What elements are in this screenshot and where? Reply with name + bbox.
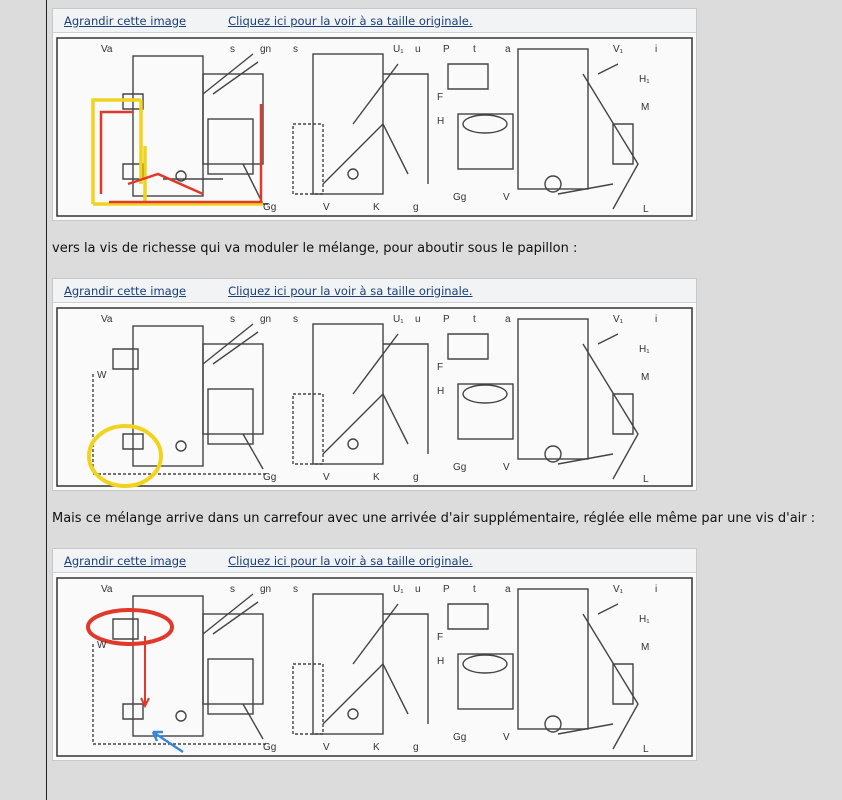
image-block-2 xyxy=(52,278,697,491)
carburetor-diagram[interactable] xyxy=(53,573,696,760)
svg-text:V: V xyxy=(323,742,330,753)
image-link-bar xyxy=(53,549,696,573)
svg-text:Gg: Gg xyxy=(263,472,277,483)
svg-text:s: s xyxy=(293,314,298,325)
svg-text:s: s xyxy=(293,44,298,55)
svg-text:K: K xyxy=(373,742,380,753)
svg-text:gn: gn xyxy=(260,44,272,55)
svg-text:V₁: V₁ xyxy=(613,584,624,595)
carburetor-section-right xyxy=(448,319,638,479)
svg-text:V₁: V₁ xyxy=(613,314,624,325)
carburetor-section-left xyxy=(93,324,268,474)
svg-text:Va: Va xyxy=(101,584,113,595)
svg-text:V₁: V₁ xyxy=(613,44,624,55)
carburetor-section-middle xyxy=(293,594,428,734)
svg-text:H₁: H₁ xyxy=(639,74,650,85)
svg-text:a: a xyxy=(505,314,511,325)
diagram-frame xyxy=(57,308,692,486)
carburetor-section-right xyxy=(448,589,638,749)
enlarge-image-link[interactable]: Agrandir cette image xyxy=(64,13,187,28)
blue-air-arrow xyxy=(153,732,183,752)
image-link-bar xyxy=(53,9,696,33)
svg-text:V: V xyxy=(503,462,510,473)
paragraph-2: Mais ce mélange arrive dans un carrefour avec une arrivée d'air supplémentaire, réglée elle même par une vis d'air : xyxy=(52,511,816,526)
svg-text:P: P xyxy=(443,584,450,595)
svg-text:Gg: Gg xyxy=(263,742,277,753)
svg-text:t: t xyxy=(473,314,476,325)
image-block-1 xyxy=(52,8,697,221)
diagram-frame xyxy=(57,38,692,216)
svg-text:u: u xyxy=(415,584,421,595)
svg-text:s: s xyxy=(230,44,235,55)
svg-text:g: g xyxy=(413,742,419,753)
svg-text:t: t xyxy=(473,44,476,55)
image-link-bar xyxy=(53,279,696,303)
page-left-border xyxy=(46,0,47,800)
svg-text:F: F xyxy=(437,632,444,643)
svg-text:i: i xyxy=(655,314,658,325)
original-size-link[interactable]: Cliquez ici pour la voir à sa taille originale. xyxy=(228,283,473,298)
svg-text:g: g xyxy=(413,202,419,213)
svg-text:V: V xyxy=(503,192,510,203)
carburetor-section-middle xyxy=(293,54,428,194)
svg-text:gn: gn xyxy=(260,584,272,595)
svg-text:Gg: Gg xyxy=(263,202,277,213)
svg-text:u: u xyxy=(415,314,421,325)
svg-text:U₁: U₁ xyxy=(393,584,404,595)
svg-text:H: H xyxy=(437,656,445,667)
carburetor-section-middle xyxy=(293,324,428,464)
svg-text:M: M xyxy=(641,102,650,113)
svg-text:W: W xyxy=(97,640,107,651)
svg-text:Gg: Gg xyxy=(453,192,467,203)
svg-text:g: g xyxy=(413,472,419,483)
svg-text:u: u xyxy=(415,44,421,55)
svg-text:M: M xyxy=(641,642,650,653)
svg-text:L: L xyxy=(643,204,649,215)
svg-text:t: t xyxy=(473,584,476,595)
svg-text:W: W xyxy=(97,370,107,381)
svg-text:U₁: U₁ xyxy=(393,44,404,55)
svg-text:V: V xyxy=(323,472,330,483)
svg-text:a: a xyxy=(505,44,511,55)
original-size-link[interactable]: Cliquez ici pour la voir à sa taille originale. xyxy=(228,553,473,568)
paragraph-1: vers la vis de richesse qui va moduler le mélange, pour aboutir sous le papillon : xyxy=(52,241,578,256)
enlarge-image-link[interactable]: Agrandir cette image xyxy=(64,553,187,568)
svg-text:M: M xyxy=(641,372,650,383)
svg-text:Gg: Gg xyxy=(453,732,467,743)
svg-text:F: F xyxy=(437,92,444,103)
svg-text:H: H xyxy=(437,386,445,397)
svg-text:i: i xyxy=(655,584,658,595)
svg-text:K: K xyxy=(373,472,380,483)
red-flow-arrow xyxy=(141,636,149,706)
svg-text:H₁: H₁ xyxy=(639,614,650,625)
svg-text:L: L xyxy=(643,474,649,485)
svg-text:V: V xyxy=(503,732,510,743)
svg-text:a: a xyxy=(505,584,511,595)
svg-text:P: P xyxy=(443,44,450,55)
svg-text:i: i xyxy=(655,44,658,55)
svg-text:P: P xyxy=(443,314,450,325)
original-size-link[interactable]: Cliquez ici pour la voir à sa taille originale. xyxy=(228,13,473,28)
svg-text:F: F xyxy=(437,362,444,373)
svg-text:s: s xyxy=(230,584,235,595)
carburetor-diagram[interactable] xyxy=(53,33,696,220)
svg-text:H: H xyxy=(437,116,445,127)
yellow-highlight-circle xyxy=(89,426,161,486)
svg-text:Va: Va xyxy=(101,314,113,325)
svg-text:Gg: Gg xyxy=(453,462,467,473)
carburetor-section-left xyxy=(93,594,268,744)
enlarge-image-link[interactable]: Agrandir cette image xyxy=(64,283,187,298)
carburetor-diagram[interactable] xyxy=(53,303,696,490)
svg-text:U₁: U₁ xyxy=(393,314,404,325)
svg-text:L: L xyxy=(643,744,649,755)
svg-text:gn: gn xyxy=(260,314,272,325)
yellow-flow-arrows xyxy=(93,100,263,204)
carburetor-section-right xyxy=(448,49,638,209)
svg-text:s: s xyxy=(293,584,298,595)
svg-text:s: s xyxy=(230,314,235,325)
svg-text:K: K xyxy=(373,202,380,213)
svg-text:Va: Va xyxy=(101,44,113,55)
image-block-3 xyxy=(52,548,697,761)
diagram-frame xyxy=(57,578,692,756)
svg-text:H₁: H₁ xyxy=(639,344,650,355)
svg-text:V: V xyxy=(323,202,330,213)
